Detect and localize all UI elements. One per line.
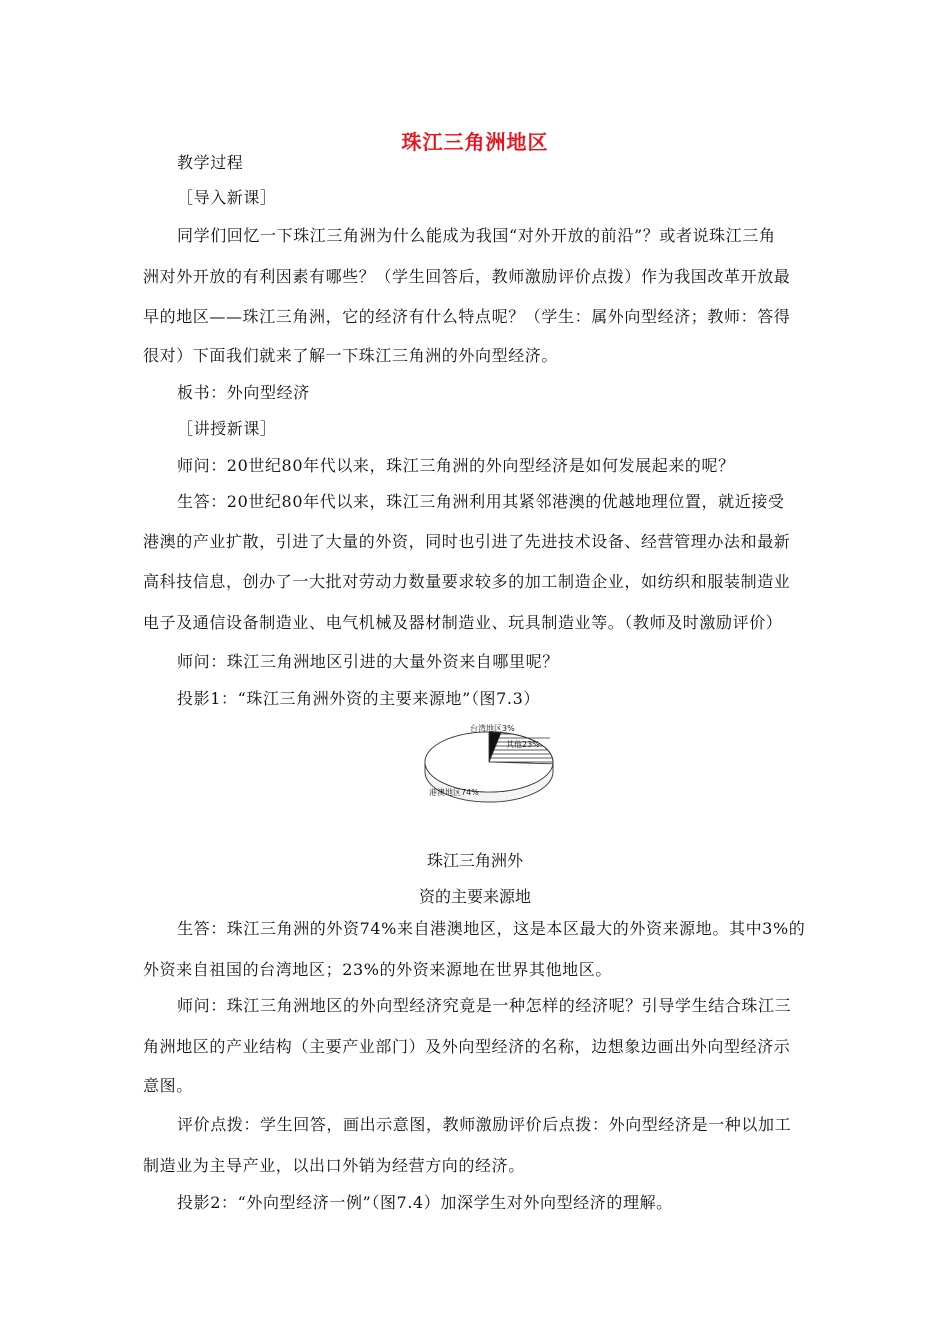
section-heading: 教学过程 [177, 153, 244, 172]
pie-label-other: 其他23% [506, 740, 540, 749]
paragraph-line: 制造业为主导产业，以出口外销为经营方向的经济。 [143, 1156, 525, 1175]
paragraph-line: 外资来自祖国的台湾地区；23%的外资来源地在世界其他地区。 [143, 960, 612, 979]
paragraph-line: 意图。 [143, 1076, 193, 1095]
paragraph-line: 同学们回忆一下珠江三角洲为什么能成为我国“对外开放的前沿”？或者说珠江三角 [177, 226, 776, 245]
paragraph-line: 评价点拨：学生回答，画出示意图，教师激励评价后点拨：外向型经济是一种以加工 [177, 1115, 792, 1134]
paragraph-line: 电子及通信设备制造业、电气机械及器材制造业、玩具制造业等。（教师及时激励评价） [143, 613, 783, 632]
paragraph-line: 早的地区——珠江三角洲，它的经济有什么特点呢？（学生：属外向型经济；教师：答得 [143, 307, 791, 326]
pie-label-taiwan: 台湾地区3% [470, 724, 515, 733]
figure-caption-line: 资的主要来源地 [418, 887, 531, 906]
paragraph-line: 洲对外开放的有利因素有哪些？（学生回答后，教师激励评价点拨）作为我国改革开放最 [143, 267, 791, 286]
pie-label-hk-macao: 港澳地区74% [429, 788, 479, 797]
page-title: 珠江三角洲地区 [401, 130, 549, 154]
paragraph-line: 很对）下面我们就来了解一下珠江三角洲的外向型经济。 [143, 346, 559, 365]
board-note: 板书：外向型经济 [177, 383, 310, 402]
pie-chart [410, 716, 570, 812]
paragraph-line: 投影1：“珠江三角洲外资的主要来源地”（图7.3） [177, 689, 540, 708]
paragraph-line: 高科技信息，创办了一大批对劳动力数量要求较多的加工制造企业，如纺织和服装制造业 [143, 572, 791, 591]
subsection-heading: ［讲授新课］ [177, 419, 277, 438]
paragraph-line: 角洲地区的产业结构（主要产业部门）及外向型经济的名称，边想象边画出外向型经济示 [143, 1037, 791, 1056]
paragraph-line: 生答：20世纪80年代以来，珠江三角洲利用其紧邻港澳的优越地理位置，就近接受 [177, 492, 785, 511]
paragraph-line: 师问：珠江三角洲地区引进的大量外资来自哪里呢？ [177, 652, 559, 671]
paragraph-line: 投影2：“外向型经济一例”（图7.4）加深学生对外向型经济的理解。 [177, 1193, 673, 1212]
paragraph-line: 师问：珠江三角洲地区的外向型经济究竟是一种怎样的经济呢？引导学生结合珠江三 [177, 996, 792, 1015]
subsection-heading: ［导入新课］ [177, 188, 277, 207]
paragraph-line: 港澳的产业扩散，引进了大量的外资，同时也引进了先进技术设备、经营管理办法和最新 [143, 532, 791, 551]
paragraph-line: 生答：珠江三角洲的外资74%来自港澳地区，这是本区最大的外资来源地。其中3%的 [177, 919, 806, 938]
paragraph-line: 师问：20世纪80年代以来，珠江三角洲的外向型经济是如何发展起来的呢？ [177, 456, 735, 475]
figure-caption-line: 珠江三角洲外 [426, 851, 523, 870]
